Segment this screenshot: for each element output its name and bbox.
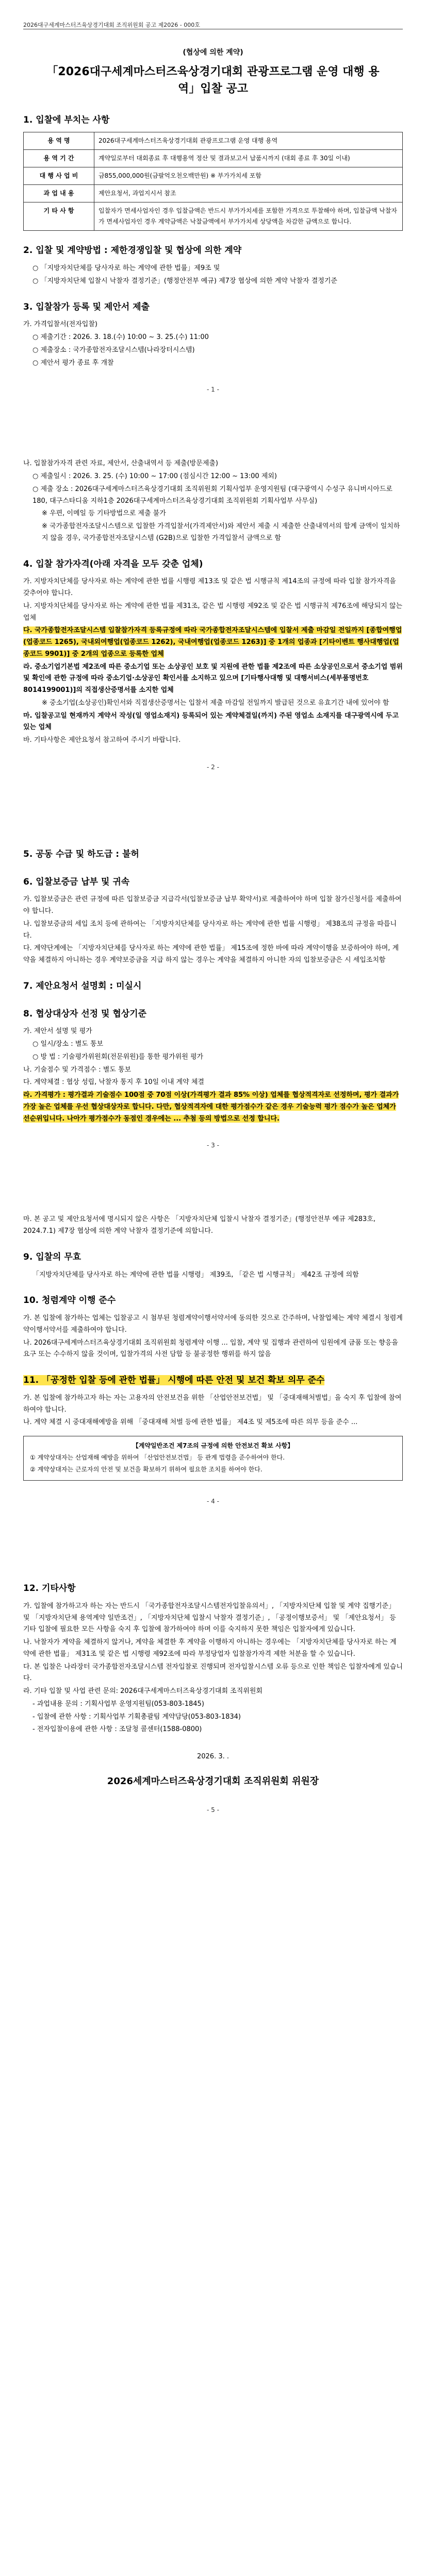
table-value: 제안요청서, 과업지시서 참조 [94, 185, 403, 202]
list-item: ※ 중소기업(소상공인)확인서와 직접생산증명서는 입찰서 제출 마감일 전일까지 발급된 것으로 유효기간 내에 있어야 함 [42, 699, 389, 707]
contract-type-tag: (협상에 의한 계약) [183, 48, 243, 57]
section-6-heading: 6. 입찰보증금 납부 및 귀속 [23, 876, 130, 887]
section-8-heading: 8. 협상대상자 선정 및 협상기준 [23, 1008, 147, 1019]
list-item: ○ 제출일시 : 2026. 3. 25. (수) 10:00 ~ 17:00 (점심시간 12:00 ~ 13:00 제외) [32, 472, 277, 480]
table-row [24, 167, 403, 185]
table-row [24, 185, 403, 202]
section-7-heading: 7. 제안요청서 설명회 : 미실시 [23, 980, 142, 991]
list-item: 다. 본 입찰은 나라장터 국가종합전자조달시스템 전자입찰로 진행되며 전자입찰시스템 오류 등으로 인한 책임은 입찰자에게 있습니다. [23, 1663, 403, 1683]
section-11-heading [23, 1373, 403, 1388]
page-number: - 4 - [207, 1498, 219, 1505]
list-item: ○ 「지방자치단체를 당사자로 하는 계약에 관한 법률」제9조 및 [32, 264, 220, 272]
page-number: - 2 - [207, 763, 219, 771]
section-5-heading: 5. 공동 수급 및 하도급 : 불허 [23, 849, 139, 859]
list-item: 가. 입찰보증금은 관련 규정에 따른 입찰보증금 지급각서(입찰보증금 납부 확약서)로 제출하여야 하며 입찰 참가신청서를 제출하여야 합니다. [23, 895, 402, 915]
list-item: 다. 계약단계에는 「지방자치단체를 당사자로 하는 계약에 관한 법률」 제15조에 정한 바에 따라 계약이행을 보증하여야 하며, 계약을 체결하지 아니하는 경우 계약보증금을 지급 하지 않는 경우는 계약을 체결하지 아니한 자의 입찰보증금은 시 세입조치함 [23, 944, 399, 964]
emphasized-text: 마. 입찰공고일 현재까지 계약서 작성(일 영업소재지) 등록되어 있는 계약체결일(까지) 주된 영업소 소재지를 대구광역시에 두고 있는 업체 [23, 711, 399, 732]
list-item [23, 625, 403, 660]
section-10-heading: 10. 청렴계약 이행 준수 [23, 1295, 116, 1306]
list-item: 나. 입찰참가자격 관련 자료, 제안서, 산출내역서 등 제출(방문제출) [23, 460, 218, 468]
list-item: - 과업내용 문의 : 기획사업부 운영지원팀(053-803-1845) [32, 1700, 204, 1708]
page-number: - 5 - [207, 1806, 219, 1814]
list-item: 가. 가격입찰서(전자입찰) [23, 320, 97, 329]
safety-note-box [23, 1436, 403, 1481]
list-item: 가. 본 입찰에 참가하는 업체는 입찰공고 시 첨부된 청렴계약이행서약서에 동의한 것으로 간주하며, 낙찰업체는 계약 체결시 청렴계약이행서약서를 제출하여야 합니다. [23, 1314, 403, 1334]
table-key: 과 업 내 용 [24, 185, 94, 202]
list-item: ○ 제출 장소 : 2026대구세계마스터즈육상경기대회 조직위원회 기획사업부 운영지원팀 (대구광역시 수성구 유니버시아드로 180, 대구스타디움 지하1층 2026대구세계마스터즈육상경기대회 조직위원회 기획사업부 사무실) [32, 485, 392, 505]
list-item [23, 710, 403, 734]
list-item: 나. 2026대구세계마스터즈육상경기대회 조직위원회 청렴계약 이행 ... 입찰, 계약 및 집행과 관련하여 임원에게 금품 또는 향응을 요구 또는 수수하지 않을 것이며, 입찰가격의 사전 담합 등 불공정한 행위를 하지 않음 [23, 1338, 398, 1359]
list-item: 나. 지방자치단체를 당사자로 하는 계약에 관한 법률 제31조, 같은 법 시행령 제92조 및 같은 법 시행규칙 제76조에 해당되지 않는 업체 [23, 602, 403, 622]
issuer-signature: 2026세계마스터즈육상경기대회 조직위원회 위원장 [107, 1775, 319, 1787]
notice-title: 「2026대구세계마스터즈육상경기대회 관광프로그램 운영 대행 용역」입찰 공고 [46, 65, 380, 95]
document-header: 2026대구세계마스터즈육상경기대회 조직위원회 공고 제2026 - 000호 [23, 22, 200, 28]
page-number: - 1 - [207, 386, 219, 394]
table-value: 계약일로부터 대회종료 후 대행용역 정산 및 결과보고서 납품시까지 (대회 종료 후 30일 이내) [94, 150, 403, 167]
list-item: 나. 기술점수 및 가격점수 : 별도 통보 [23, 1065, 132, 1074]
bid-info-table [23, 132, 403, 231]
table-row [24, 202, 403, 231]
emphasized-text: 라. 중소기업기본법 제2조에 따른 중소기업 또는 소상공인 보호 및 지원에 관한 법률 제2조에 따른 소상공인으로서 중소기업 범위 및 확인에 관한 규정에 따라 중소기업·소상공인 확인서를 소지하고 있으며 [기타행사대행 및 대행서비스(세부품명번호 8014199001)]의 직접생산증명서를 소지한 업체 [23, 663, 403, 694]
list-item: ※ 국가종합전자조달시스템으로 입찰한 가격입찰서(가격제안서)와 제안서 제출 시 제출한 산출내역서의 합계 금액이 일치하지 않을 경우, 국가종합전자조달시스템 (G2B)으로 입찰한 가격입찰서 금액으로 함 [42, 522, 400, 542]
list-item: 마. 본 공고 및 제안요청서에 명시되지 않은 사항은 「지방자치단체 입찰시 낙찰자 결정기준」(행정안전부 예규 제283호, 2024.7.1) 제7장 협상에 의한 계약 낙찰자 결정기준에 의합니다. [23, 1215, 375, 1235]
table-row [24, 132, 403, 150]
table-value: 금855,000,000원(금팔억오천오백만원) ※ 부가가치세 포함 [94, 167, 403, 185]
section-12-heading: 12. 기타사항 [23, 1583, 76, 1594]
section-9-heading: 9. 입찰의 무효 [23, 1251, 81, 1262]
table-row [24, 150, 403, 167]
list-item: 나. 입찰보증금의 세입 조치 등에 관하여는 「지방자치단체를 당사자로 하는 계약에 관한 법률 시행령」 제38조의 규정을 따릅니다. [23, 920, 397, 940]
highlighted-text: 다. 국가종합전자조달시스템 입찰참가자격 등록규정에 따라 국가종합전자조달시스템에 입찰서 제출 마감일 전일까지 [종합여행업(업종코드 1265), 국내외여행업(업종코드 1262), 국내여행업(업종코드 1263)] 중 1개의 업종과 [기타이벤트 행사대행업(업종코드 9901)] 중 2개의 업종으로 등록한 업체 [23, 626, 402, 658]
section-3-heading: 3. 입찰참가 등록 및 제안서 제출 [23, 301, 150, 312]
table-key: 용 역 기 간 [24, 150, 94, 167]
note-line: ② 계약상대자는 근로자의 안전 및 보건을 확보하기 위하여 필요한 조치를 하여야 한다. [30, 1466, 263, 1473]
list-item: - 입찰에 관한 사항 : 기획사업부 기획총괄팀 계약담당(053-803-1834) [32, 1713, 241, 1721]
list-item: ○ 제출장소 : 국가종합전자조달시스템(나라장터시스템) [32, 346, 195, 354]
section-4-heading: 4. 입찰 참가자격(아래 자격을 모두 갖춘 업체) [23, 558, 203, 569]
highlighted-text: 11. 「공정한 입찰 등에 관한 법률」 시행에 따른 안전 및 보건 확보 의무 준수 [23, 1375, 325, 1385]
list-item: 나. 낙찰자가 계약을 체결하지 않거나, 계약을 체결한 후 계약을 이행하지 아니하는 경우에는 「지방자치단체를 당사자로 하는 계약에 관한 법률」 제31조 및 같은 법 시행령 제92조에 따라 부정당업자 입찰참가자격 제한 처분을 할 수 있습니다. [23, 1638, 397, 1658]
list-item [23, 1090, 403, 1125]
list-item: 라. 기타 입찰 및 사업 관련 문의: 2026대구세계마스터즈육상경기대회 조직위원회 [23, 1687, 263, 1695]
list-item [23, 662, 403, 697]
list-item: ○ 제출기간 : 2026. 3. 18.(수) 10:00 ~ 3. 25.(수) 11:00 [32, 333, 209, 341]
list-item: ○ 「지방자치단체 입찰시 낙찰자 결정기준」(행정안전부 예규) 제7장 협상에 의한 계약 낙찰자 결정기준 [32, 277, 337, 285]
note-title: 【계약일반조건 제7조의 규정에 의한 안전보건 확보 사항】 [132, 1442, 294, 1449]
list-item: 바. 기타사항은 제안요청서 참고하여 주시기 바랍니다. [23, 736, 181, 744]
page-number: - 3 - [207, 1142, 219, 1149]
list-item: ○ 방 법 : 기술평가위원회(전문위원)를 통한 평가위원 평가 [32, 1053, 204, 1061]
table-value: 2026대구세계마스터즈육상경기대회 관광프로그램 운영 대행 용역 [94, 132, 403, 150]
list-item: 가. 입찰에 참가하고자 하는 자는 반드시 「국가종합전자조달시스템전자입찰유의서」, 「지방자치단체 입찰 및 계약 집행기준」 및 「지방자치단체 용역계약 일반조건」, 「지방자치단체 입찰시 낙찰자 결정기준」, 「공정이행보증서」 및 「제안요청서」 등 기타 입찰에 필요한 모든 사항을 숙지 후 입찰에 참가하여야 하며 이를 숙지하지 못한 책임은 입찰자에게 있습니다. [23, 1602, 396, 1634]
list-item: ○ 제안서 평가 종료 후 개찰 [32, 359, 114, 367]
section-1-heading: 1. 입찰에 부치는 사항 [23, 114, 110, 125]
table-value: 입찰자가 면세사업자인 경우 입찰금액은 반드시 부가가치세를 포함한 가격으로 투찰해야 하며, 입찰금액 낙찰자가 면세사업자인 경우 계약금액은 낙찰금액에서 부가가치세 상당액을 차감한 금액으로 합니다. [94, 202, 403, 231]
highlighted-text: 라. 가격평가 : 평가결과 기술점수 100점 중 70점 이상(가격평가 결과 85% 이상) 업체를 협상적격자로 선정하며, 평가 결과가 가장 높은 업체를 우선 협상대상자로 합니다. 다만, 협상적격자에 대한 평가점수가 같은 경우 기술능력 평가 점수가 높은 업체가 선순위입니다. 나아가 평가점수가 동점인 경우에는 ... 추첨 등의 방법으로 선정 합니다. [23, 1091, 399, 1123]
table-key: 대 행 사 업 비 [24, 167, 94, 185]
section-2-heading: 2. 입찰 및 계약방법 : 제한경쟁입찰 및 협상에 의한 계약 [23, 245, 242, 256]
list-item: 다. 계약체결 : 협상 성립, 낙찰자 통지 후 10일 이내 계약 체결 [23, 1078, 204, 1087]
list-item: ○ 일시/장소 : 별도 통보 [32, 1040, 104, 1048]
table-key: 용 역 명 [24, 132, 94, 150]
list-item: 가. 본 입찰에 참가하고자 하는 자는 고용자의 안전보건을 위한 「산업안전보건법」 및 「중대재해처벌법」을 숙지 후 입찰에 참여하여야 합니다. [23, 1394, 402, 1414]
list-item: 나. 계약 체결 시 중대재해예방을 위해 「중대재해 처벌 등에 관한 법률」 제4조 및 제5조에 따른 의무 등을 준수 ... [23, 1418, 358, 1427]
table-key: 기 타 사 항 [24, 202, 94, 231]
list-item: 가. 제안서 설명 및 평가 [23, 1027, 92, 1036]
notice-date: 2026. 3. . [196, 1753, 230, 1760]
list-item: - 전자입찰이용에 관한 사항 : 조달청 콜센터(1588-0800) [32, 1725, 202, 1734]
note-line: ① 계약상대자는 산업재해 예방을 위하여 「산업안전보건법」 등 관계 법령을 준수하여야 한다. [30, 1454, 285, 1461]
list-item: 가. 지방자치단체를 당사자로 하는 계약에 관한 법률 시행령 제13조 및 같은 법 시행규칙 제14조의 규정에 따라 입찰 참가자격을 갖추어야 합니다. [23, 578, 396, 597]
document-body [23, 46, 403, 1831]
list-item: ※ 우편, 이메일 등 기타방법으로 제출 불가 [42, 510, 166, 518]
list-item: 「지방자치단체를 당사자로 하는 계약에 관한 법률 시행령」 제39조, 「같은 법 시행규칙」 제42조 규정에 의함 [32, 1270, 359, 1279]
